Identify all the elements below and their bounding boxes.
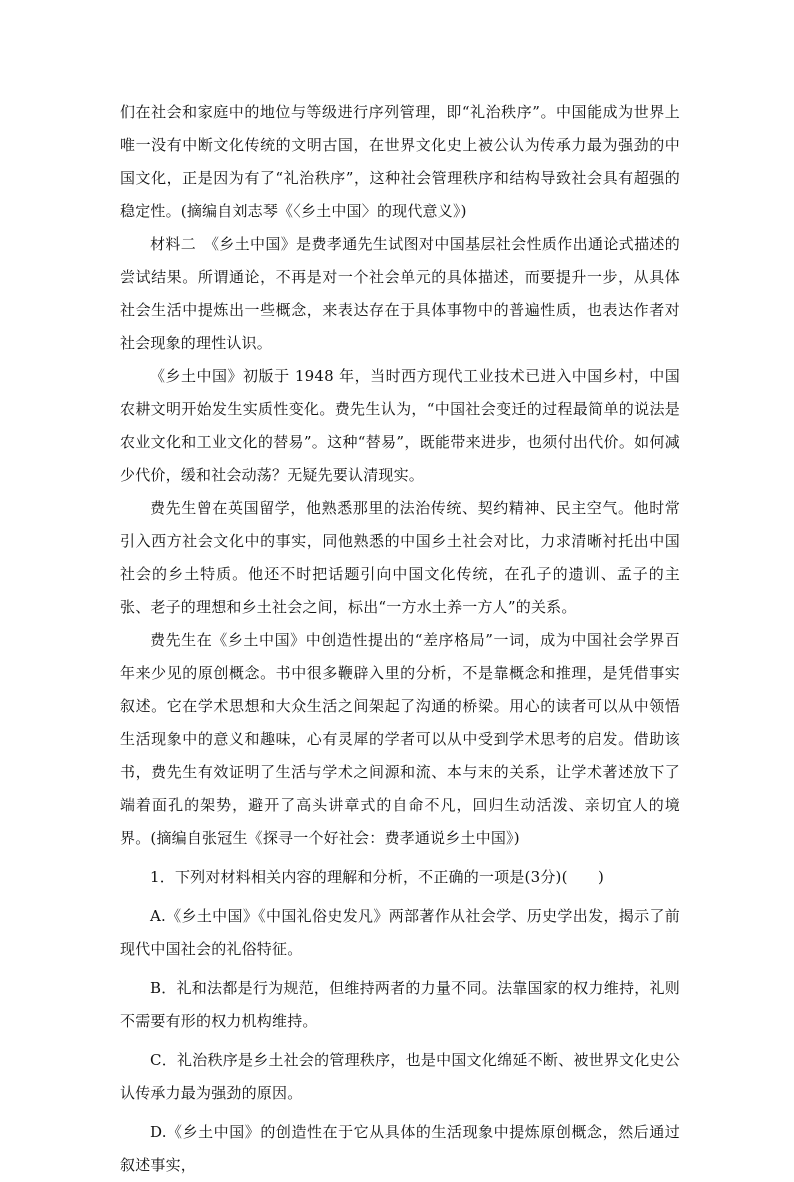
- paragraph-continuation: 们在社会和家庭中的地位与等级进行序列管理，即“礼治秩序”。中国能成为世界上唯一没有中断文化传统的文明古国，在世界文化史上被公认为传承力最为强劲的中国文化，正是因为有了“礼治秩序”，这种社会管理秩序和结构导致社会具有超强的稳定性。(摘编自刘志琴《〈乡土中国〉的现代意义》): [120, 103, 680, 220]
- option-c: C．礼治秩序是乡土社会的管理秩序，也是中国文化绵延不断、被世界文化史公认传承力最为强劲的原因。: [120, 1051, 680, 1102]
- question-stem: 1．下列对材料相关内容的理解和分析，不正确的一项是(3分)( ): [150, 868, 605, 886]
- paragraph-differential-pattern: 费先生在《乡土中国》中创造性提出的“差序格局”一词，成为中国社会学界百年来少见的原创概念。书中很多鞭辟入里的分析，不是靠概念和推理，是凭借事实叙述。它在学术思想和大众生活之间架起了沟通的桥梁。用心的读者可以从中领悟生活现象中的意义和趣味，心有灵犀的学者可以从中受到学术思考的启发。借助该书，费先生有效证明了生活与学术之间源和流、本与末的关系，让学术著述放下了端着面孔的架势，避开了高头讲章式的自命不凡，回归生动活泼、亲切宜人的境界。(摘编自张冠生《探寻一个好社会：费孝通说乡土中国》): [120, 631, 680, 847]
- paragraph-first-edition: 《乡土中国》初版于 1948 年，当时西方现代工业技术已进入中国乡村，中国农耕文明开始发生实质性变化。费先生认为，“中国社会变迁的过程最简单的说法是农业文化和工业文化的替易”。这种“替易”，既能带来进步，也须付出代价。如何减少代价，缓和社会动荡？无疑先要认清现实。: [120, 367, 680, 484]
- paragraph-material-two: 材料二 《乡土中国》是费孝通先生试图对中国基层社会性质作出通论式描述的尝试结果。所谓通论，不再是对一个社会单元的具体描述，而要提升一步，从具体社会生活中提炼出一些概念，来表达存在于具体事物中的普遍性质，也表达作者对社会现象的理性认识。: [120, 235, 680, 352]
- option-d: D.《乡土中国》的创造性在于它从具体的生活现象中提炼原创概念，然后通过叙述事实，: [120, 1123, 680, 1174]
- document-page: [120, 96, 680, 1182]
- option-a: A.《乡土中国》《中国礼俗史发凡》两部著作从社会学、历史学出发，揭示了前现代中国社会的礼俗特征。: [120, 907, 680, 958]
- paragraph-study-abroad: 费先生曾在英国留学，他熟悉那里的法治传统、契约精神、民主空气。他时常引入西方社会文化中的事实，同他熟悉的中国乡土社会对比，力求清晰衬托出中国社会的乡土特质。他还不时把话题引向中国文化传统，在孔子的遗训、孟子的主张、老子的理想和乡土社会之间，标出“一方水土养一方人”的关系。: [120, 499, 680, 616]
- option-b: B．礼和法都是行为规范，但维持两者的力量不同。法靠国家的权力维持，礼则不需要有形的权力机构维持。: [120, 979, 680, 1030]
